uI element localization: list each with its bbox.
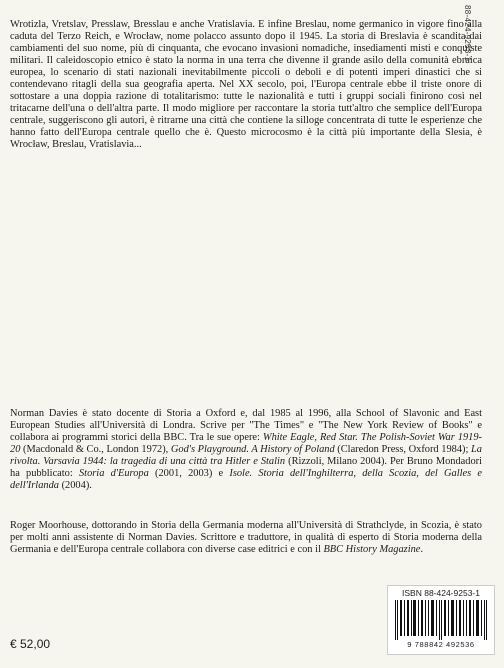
isbn-label: ISBN 88-424-9253-1 [402, 588, 480, 598]
book-title: God's Playground. A History of Poland [170, 444, 335, 455]
barcode-icon [393, 600, 489, 640]
bio-text: . [420, 544, 424, 555]
spine-isbn-code: 88-424-9253-1 [463, 5, 472, 62]
bio-text: (2004). [58, 480, 92, 491]
bio-text: (Macdonald & Co., London 1972), [20, 444, 171, 455]
bio-text: Norman Davies è stato docente di Storia a Oxford e, dal 1985 al 1996, alla School of Slavonic and East European Studies all'Università di Londra. Scrive per "The Times" e "The New York Review of Books" e collabora ai programmi storici della BBC. Tra le sue opere: [10, 408, 482, 443]
bio-davies-text [10, 408, 482, 492]
book-title: Storia d'Europa [78, 468, 149, 479]
synopsis-paragraph [10, 19, 482, 151]
price-label: € 52,00 [10, 637, 51, 651]
synopsis-text: Wrotizla, Vretslav, Presslaw, Bresslau e anche Vratislavia. E infine Breslau, nome germanico in vigore fino alla caduta del Terzo Reich, e Wrocław, nome polacco assunto dopo il 1945. La storia di Breslavia è scandita dai cambiamenti del suo nome, più di cinquanta, che evocano invasioni nomadiche, insediamenti misti e conquiste militari. Il caleidoscopio etnico è stato la norma in una terra che divenne il grande asilo della comunità ebraica europea, lo scenario di stati nazionali inevitabilmente piccoli o deboli e di potenti imperi dinastici che si contendevano ritagli della sua geografia aperta. Nel XX secolo, poi, l'Europa centrale ebbe il triste onore di sottostare a una doppia razione di totalitarismo: tutte le nazionalità e tutti i gruppi sociali finirono così nel tritacarne dell'una o dell'altra parte. Il modo migliore per raccontare la storia tutt'altro che semplice dell'Europa centrale, suggeriscono gli autori, è ritrarne una città che contiene la silloge concentrata di tutte le esperienze che hanno fatto dell'Europa centrale quello che è. Questo microcosmo è la città più importante della Slesia, è Wrocław, Breslau, Vratislavia... [10, 19, 482, 150]
book-title: White Eagle, Red Star. The Polish-Soviet War 1919-20 [10, 432, 482, 455]
author-bio-norman-davies [10, 408, 482, 492]
magazine-title: BBC History Magazine [323, 544, 421, 555]
barcode-panel [387, 585, 495, 655]
bio-text: (Claredon Press, Oxford 1984); [334, 444, 471, 455]
book-title: Isole. Storia dell'Inghilterra, della Scozia, del Galles e dell'Irlanda [10, 468, 482, 491]
bio-text: Roger Moorhouse, dottorando in Storia della Germania moderna all'Università di Strathclyde, in Scozia, è stato per molti anni assistente di Norman Davies. Scrittore e traduttore, in qualità di esperto di Storia moderna della Germania e dell'Europa centrale collabora con diverse case editrici e con il [10, 520, 482, 555]
book-title: La rivolta. Varsavia 1944: la tragedia di una città tra Hitler e Stalin [10, 444, 482, 467]
barcode-digits: 9 788842 492536 [407, 640, 475, 649]
bio-moorhouse-text [10, 520, 482, 556]
author-bio-roger-moorhouse [10, 520, 482, 556]
bio-text: (2001, 2003) e [148, 468, 230, 479]
bio-text: (Rizzoli, Milano 2004). Per Bruno Mondadori ha pubblicato: [10, 456, 483, 479]
